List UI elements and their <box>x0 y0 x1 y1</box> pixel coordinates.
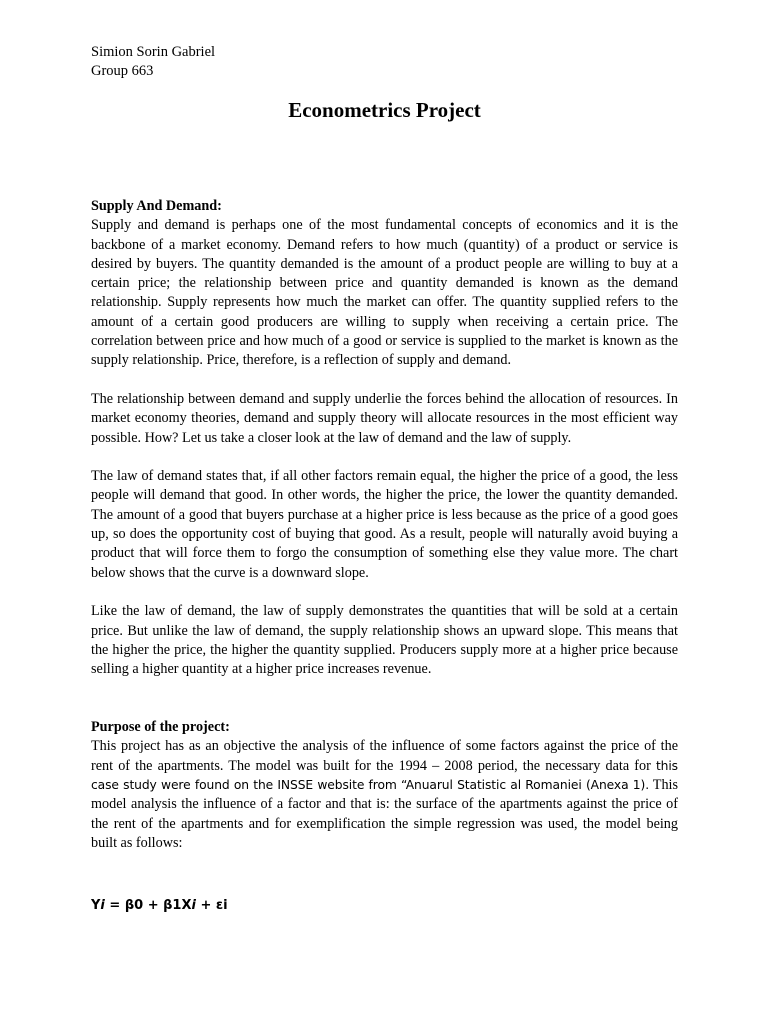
purpose-text-end: This model analysis the influence of a factor and that is: the surface of the apartments against the price of the rent of the apartments and for exemplification the simple regression was used, the model being built as follows: <box>91 776 679 851</box>
equation-x-index: i <box>191 898 196 913</box>
equation-middle: = β0 + β1X <box>104 898 192 913</box>
regression-equation <box>91 897 228 915</box>
equation-y: Y <box>91 898 101 913</box>
section-spacer <box>91 679 678 698</box>
equation-tail: + εi <box>195 898 228 913</box>
purpose-text-source: this case study were found on the INSSE website from “Anuarul Statistic al Romaniei (Anexa 1). <box>91 758 678 792</box>
paragraph-purpose <box>91 737 678 853</box>
section-heading-purpose: Purpose of the project: <box>91 719 230 736</box>
author-block <box>91 43 215 81</box>
document-body <box>91 197 678 853</box>
equation-y-index: i <box>100 898 105 913</box>
document-title: Econometrics Project <box>288 98 481 122</box>
purpose-text-start: This project has as an objective the analysis of the influence of some factors against the price of the rent of the apartments. The model was built for the 1994 – 2008 period, the necessary data for <box>91 738 678 774</box>
paragraph-law-of-supply: Like the law of demand, the law of supply demonstrates the quantities that will be sold at a certain price. But unlike the law of demand, the supply relationship shows an upward slope. This means that the higher the price, the higher the quantity supplied. Producers supply more at a higher price because selling a higher quantity at a higher price increases revenue. <box>91 603 678 678</box>
paragraph-supply-demand-2: The relationship between demand and supply underlie the forces behind the allocation of resources. In market economy theories, demand and supply theory will allocate resources in the most efficient way possible. How? Let us take a closer look at the law of demand and the law of supply. <box>91 390 678 446</box>
author-name: Simion Sorin Gabriel <box>91 44 216 60</box>
author-group: Group 663 <box>91 63 154 79</box>
section-heading-supply-demand: Supply And Demand: <box>91 198 222 214</box>
paragraph-supply-demand-1: Supply and demand is perhaps one of the most fundamental concepts of economics and it is the backbone of a market economy. Demand refers to how much (quantity) of a product or service is desired by buyers. The quantity demanded is the amount of a product people are willing to buy at a certain price; the relationship between price and quantity demanded is known as the demand relationship. Supply represents how much the market can offer. The quantity supplied refers to the amount of a certain good producers are willing to supply when receiving a certain price. The correlation between price and how much of a good or service is supplied to the market is known as the supply relationship. Price, therefore, is a reflection of supply and demand. <box>91 217 678 369</box>
paragraph-law-of-demand: The law of demand states that, if all other factors remain equal, the higher the price of a good, the less people will demand that good. In other words, the higher the price, the lower the quantity demanded. The amount of a good that buyers purchase at a higher price is less because as the price of a good goes up, so does the opportunity cost of buying that good. As a result, people will naturally avoid buying a product that will force them to forgo the consumption of something else they value more. The chart below shows that the curve is a downward slope. <box>91 468 678 581</box>
section-spacer <box>91 699 678 718</box>
